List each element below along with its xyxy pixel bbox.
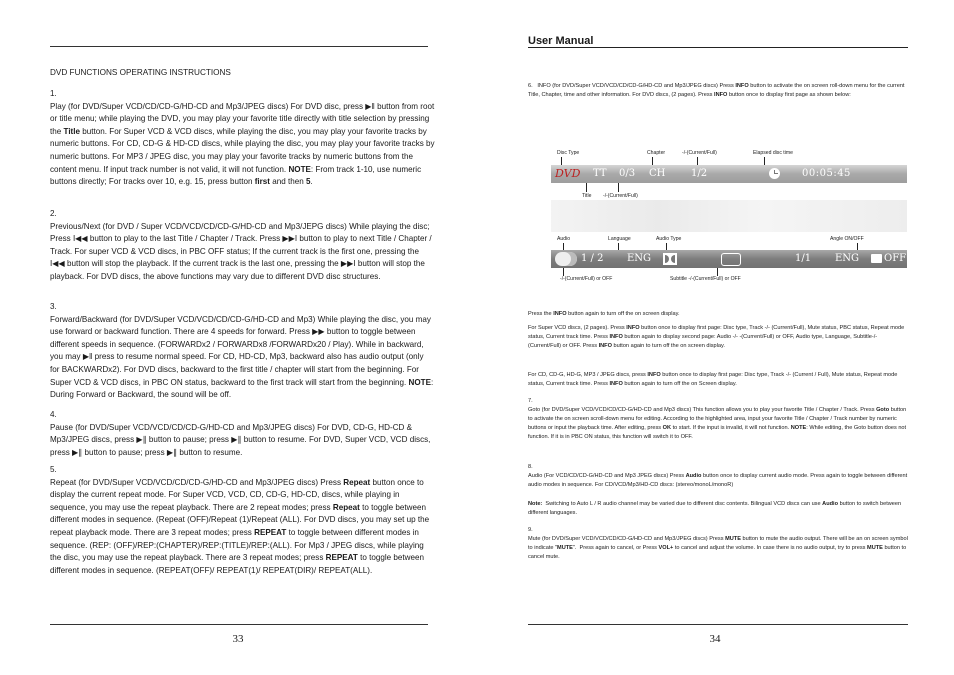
angle-value: OFF [884,253,907,264]
section-text: Pause (for DVD/Super VCD/VCD/CD/CD-G/HD-CD and Mp3/JPEG discs) For DVD, CD-G, HD-CD & Mp3/JPEG discs, press ▶∥ button to pause; press ▶∥ button to resume. For DVD, Super VCD, VCD discs, press ▶∥ button to pause; press ▶∥ button to resume. [50,422,431,457]
title-value: 0/3 [619,168,636,179]
section-pause [50,409,435,459]
section-text: Play (for DVD/Super VCD/CD/CD-G/HD-CD and Mp3/JPEG discs) For DVD disc, press ▶‖ button from root or title menu; while playing the DVD, you may play your favorite title directly with title selection by pressing the Title button. For Super VCD & VCD discs, while playing the disc, you may play your favorite tracks by numeric buttons. For CD, CD-G & HD-CD discs, while playing the disc, you may play your favorite tracks by numeric buttons. For MP3 / JPEG disc, you may play your favorite tracks by numeric buttons from the content menu. If input track number is not valid, it will not function. NOTE: From track 1-10, use numeric buttons directly; For tracks over 10, e.g. 15, press button first and then 5. [50,101,435,187]
top-rule [528,47,908,48]
section-repeat [50,464,435,577]
section-text: Repeat (for DVD/Super VCD/VCD/CD/CD-G/HD-CD and Mp3/JPEG discs) Press Repeat button once to display the current repeat mode. For Super VCD, VCD, CD, CD-G, HD-CD, discs, while playing in sequence, you may use the repeat playback. There are 2 repeat modes; press Repeat to toggle between different modes in sequence. (Repeat (OFF)/Repeat (1)/Repeat (ALL). For DVD discs, you may set up the repeat playback mode. There are 3 repeat modes; press REPEAT to toggle between different modes in sequence. (REP: (OFF)/REP:(CHAPTER)/REP:(TITLE)/REP:(ALL). For Mp3 / JPEG discs, while playing the disc, you may use the repeat playback. There are 3 repeat modes; press REPEAT to toggle between different modes in sequence. (REPEAT(OFF)/ REPEAT(1)/ REPEAT(DIR)/ REPEAT(ALL). [50,477,430,575]
top-rule [50,46,428,47]
title-label: TT [593,168,607,179]
section-number: 5. [50,465,57,474]
label-audio-type: Audio Type [656,236,682,242]
video-backdrop [551,200,907,232]
section-text: 6. INFO (for DVD/Super VCD/VCD/CD/CD-G/HD-CD and Mp3/JPEG discs) Press INFO button to activate the on screen roll-down menu for the current Title, Chapter, time and other information. For DVD discs, (2 pages). Press INFO button once to display first page as shown below: [528,83,905,98]
para-info-off: Press the INFO button again to turn off the on screen display. [528,311,680,317]
audio-language-value: ENG [627,253,652,264]
bottom-rule [528,624,908,625]
section-number: 8. [528,464,533,470]
chapter-label: CH [649,168,666,179]
audio-track-value: 1 / 2 [581,253,604,264]
osd-audio-bar [551,250,907,268]
para-super-vcd: For Super VCD discs, (2 pages). Press INFO button once to display first page: Disc type, Track -/- (Current/Full), Mute status, PBC status, Repeat mode status, Current track time. Press INFO button again to display second page: Audio -/- -(Current/Full) or OFF, Audio type, Language, Subtitle-/-(Current/Full) or OFF. Press INFO button again to turn off the on screen display. [528,325,905,349]
subtitle-language-value: ENG [835,253,860,264]
page-number: 34 [709,633,721,645]
section-forward-backward [50,301,435,402]
osd-info-bar [551,165,907,183]
label-disc-type: Disc Type [557,150,580,156]
dolby-icon [663,253,677,265]
label-title: Title [582,193,592,199]
audio-disc-icon [555,252,577,266]
section-previous-next [50,208,435,284]
label-current-full: -/-(Current/Full) [682,150,717,156]
section-goto: 7. Goto (for DVD/Super VCD/VCD/CD/CD-G/HD-CD and Mp3 discs) This function allows you to play your favorite Title / Chapter / Track. Press Goto button to activate the on screen scroll-down menu for editing. According to the highlighted area, input your favorite Title / Chapter / Track number by numeric buttons or input the playback time. After editing, press OK to start. If the input is invalid, it will not function. NOTE: While editing, the Goto button does not function. If it is in PBC ON status, this function will switch it to OFF. [528,398,907,440]
right-page [477,0,954,675]
para-cd: For CD, CD-G, HD-G, MP3 / JPEG discs, press INFO button once to display first page: Disc type, Track -/- (Current / Full), Mute status, Repeat mode status, Current track time. Press INFO button again to turn off the on Screen display. [528,372,898,387]
section-info-intro [528,82,908,100]
label-subtitle: Subtitle -/-(Current/Full) or OFF [670,276,741,282]
clock-icon [769,168,780,179]
camera-icon [871,254,882,263]
section-play [50,88,435,189]
section-mute: 9. Mute (for DVD/Super VCD/VCD/CD/CD-G/HD-CD and Mp3/JPEG discs) Press MUTE button to mute the audio output. There will be an on screen symbol to indicate "MUTE". Press again to cancel, or Press VOL+ to cancel and adjust the volume. In case there is no audio output, try to press MUTE button to cancel mute. [528,527,908,560]
section-audio-note: Note: Switching to Auto L / R audio channel may be varied due to different disc contents. Bilingual VCD discs can use Audio button to switch between different languages. [528,501,902,516]
section-number: 4. [50,410,57,419]
label-chapter: Chapter [647,150,666,156]
section-text: Forward/Backward (for DVD/Super VCD/VCD/CD/CD-G/HD-CD and Mp3) While playing the disc, you may use forward or backward function. There are 4 speeds for forward. Press ▶▶ button to toggle between different speeds in sequence. (FORWARDx2 / FORWARDx8 /FORWARDx20 / Play). While in backward, you may ▶‖ press to resume normal speed. For CD, HD-CD, Mp3, backward also has audio output (only for BACKWARDx2). For DVD discs, backward to the first title / chapter will start from the beginning. For Super VCD & VCD discs, in PBC ON status, backward to the first track will start from the beginning. NOTE: During Forward or Backward, the sound will be off. [50,314,434,400]
section-title: DVD FUNCTIONS OPERATING INSTRUCTIONS [50,68,231,77]
page-number: 33 [232,633,244,645]
section-number: 1. [50,89,57,98]
section-number: 3. [50,302,57,311]
bottom-rule [50,624,428,625]
label-audio-current: -/-(Current/Full) or OFF [560,276,613,282]
disc-type-value: DVD [555,167,581,180]
chapter-value: 1/2 [691,168,708,179]
manual-header: User Manual [528,35,594,47]
label-elapsed-time: Elapsed disc time [753,150,793,156]
subtitle-track-value: 1/1 [795,253,812,264]
section-number: 2. [50,209,57,218]
label-angle: Angle ON/OFF [830,236,864,242]
label-title-current-full: -/-(Current/Full) [603,193,638,199]
label-language: Language [608,236,631,242]
section-number: 7. [528,398,533,404]
section-text: Previous/Next (for DVD / Super VCD/VCD/CD/CD-G/HD-CD and Mp3/JEPG discs) While playing the disc; Press I◀◀ button to play to the last Title / Chapter / Track. Press ▶▶I button to play to next Title / Chapter / Track. For super VCD & VCD discs, in PBC OFF status; If the current track is the first one, pressing the I◀◀ button will stop the playback. If the current track is the last one, pressing the ▶▶I button will stop the playback. For DVD discs, the above functions may vary due to different DVD disc structures. [50,221,432,281]
section-audio: 8. Audio (For VCD/CD/CD-G/HD-CD and Mp3 JPEG discs) Press Audio button once to display current audio mode. Press again to toggle between different audio modes in sequence. For CD/VCD/Mp3/HD-CD discs: (stereo/monoL/monoR) [528,464,908,488]
elapsed-time-value: 00:05:45 [802,168,851,179]
label-audio: Audio [557,236,571,242]
subtitle-icon [721,253,741,266]
section-number: 9. [528,527,533,533]
